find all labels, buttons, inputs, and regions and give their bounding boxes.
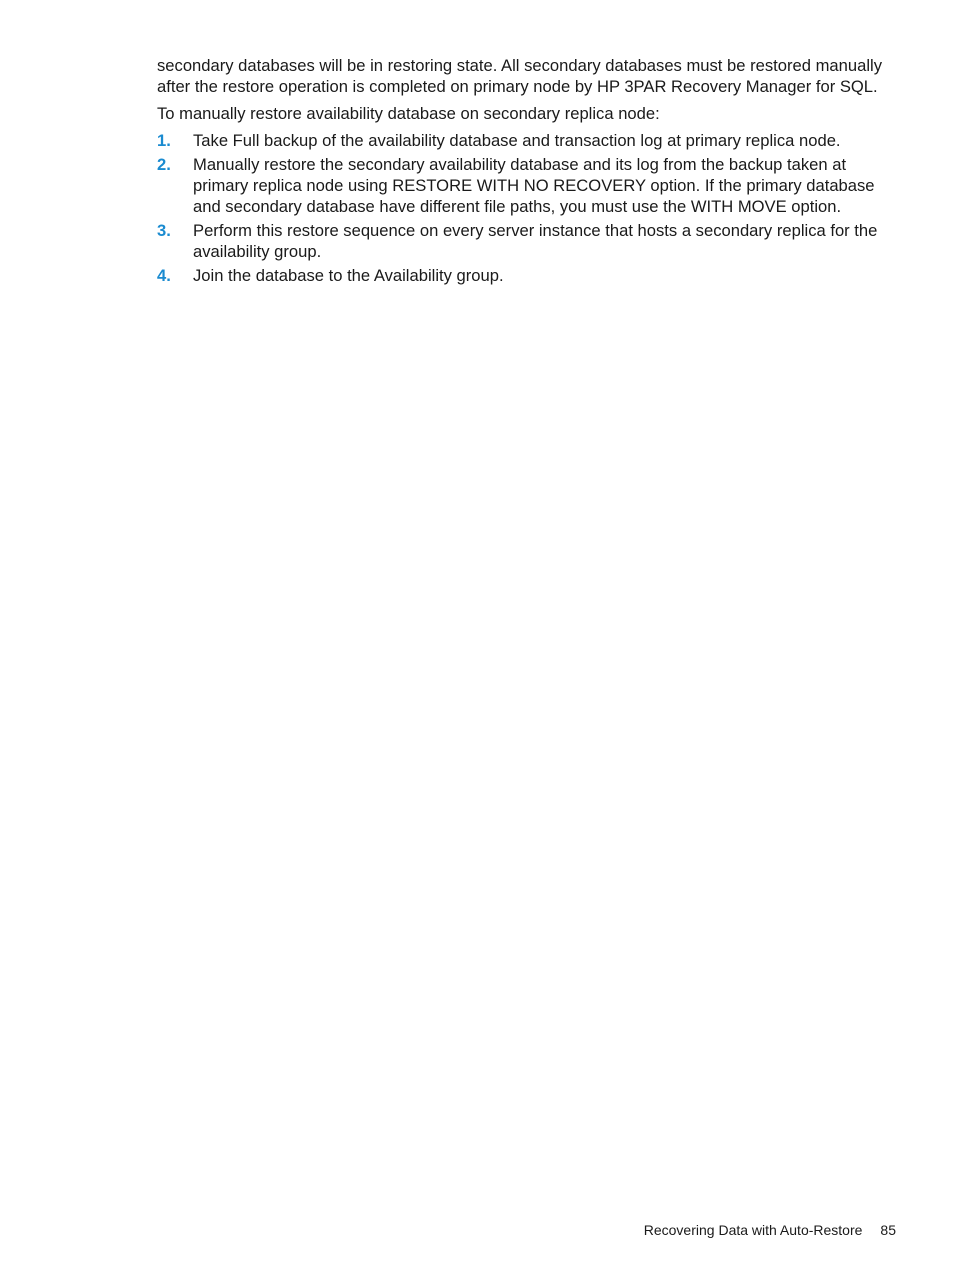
step-text: Manually restore the secondary availability database and its log from the backup taken at primary replica node using RESTORE WITH NO RECOVERY option. If the primary database and secondary database have different file paths, you must use the WITH MOVE option. — [193, 155, 875, 216]
step-number: 1. — [157, 131, 171, 150]
list-item — [157, 130, 902, 151]
steps-list — [157, 130, 902, 286]
step-text: Join the database to the Availability group. — [193, 266, 504, 285]
lead-in-paragraph: To manually restore availability database on secondary replica node: — [157, 104, 660, 123]
page-footer — [644, 1222, 896, 1238]
list-item — [157, 154, 902, 217]
page-number: 85 — [880, 1222, 896, 1238]
step-number: 2. — [157, 155, 171, 174]
step-text: Take Full backup of the availability database and transaction log at primary replica node. — [193, 131, 841, 150]
step-text: Perform this restore sequence on every server instance that hosts a secondary replica for the availability group. — [193, 221, 878, 261]
step-number: 3. — [157, 221, 171, 240]
intro-paragraph: secondary databases will be in restoring state. All secondary databases must be restored manually after the restore operation is completed on primary node by HP 3PAR Recovery Manager for SQL. — [157, 56, 882, 96]
step-number: 4. — [157, 266, 171, 285]
list-item — [157, 220, 902, 262]
document-body — [157, 55, 902, 289]
list-item — [157, 265, 902, 286]
footer-section-title: Recovering Data with Auto-Restore — [643, 1222, 863, 1238]
